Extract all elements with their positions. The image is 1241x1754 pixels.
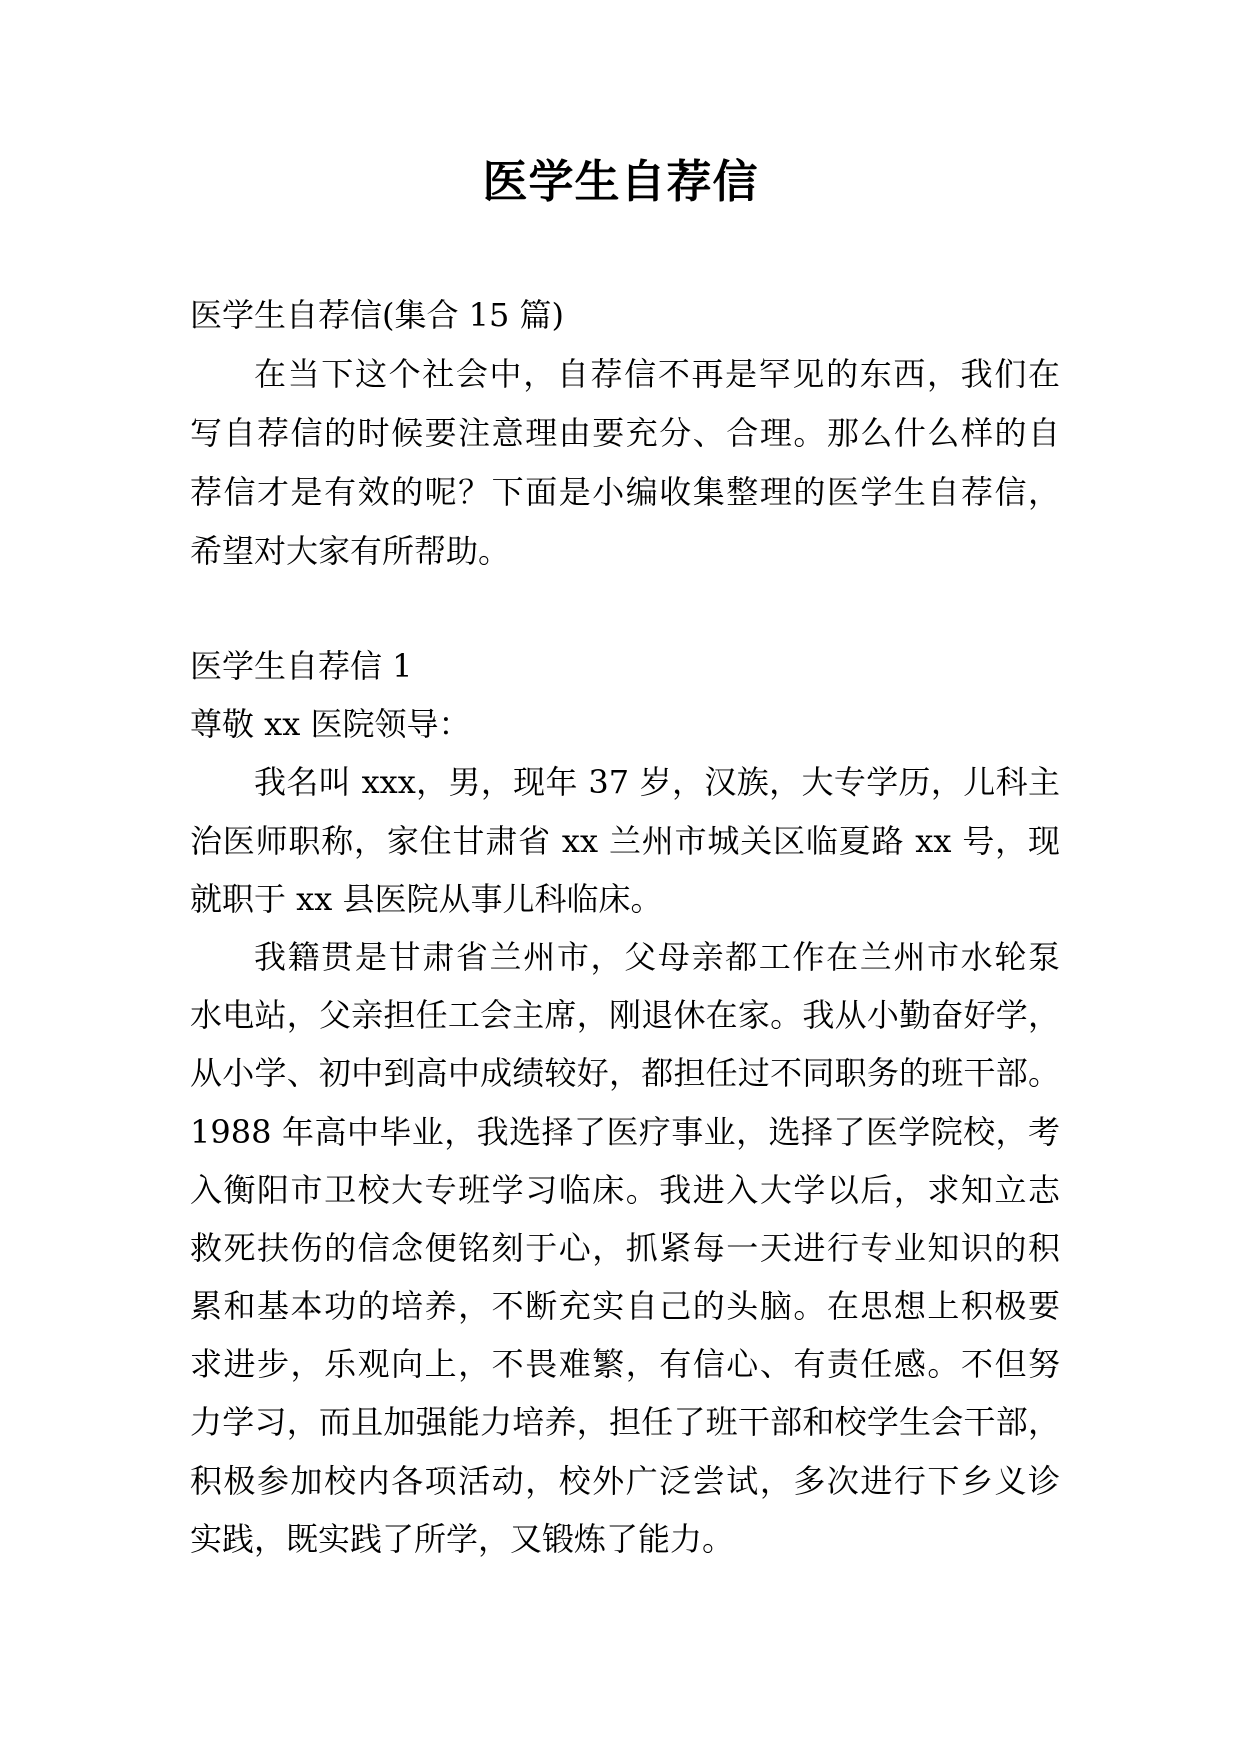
collection-subtitle: 医学生自荐信(集合 15 篇)	[190, 296, 565, 334]
letter-paragraph	[190, 753, 1060, 928]
letter-line: 救死扶伤的信念便铭刻于心，抓紧每一天进行专业知识的积	[190, 1228, 1060, 1267]
letter-section	[190, 637, 1060, 1568]
letter-line: 入衡阳市卫校大专班学习临床。我进入大学以后，求知立志	[190, 1170, 1060, 1209]
letter-line: 治医师职称，家住甘肃省 xx 兰州市城关区临夏路 xx 号，现	[190, 821, 1060, 860]
intro-line: 希望对大家有所帮助。	[190, 532, 511, 570]
letter-heading: 医学生自荐信 1	[190, 647, 413, 685]
letter-line: 实践，既实践了所学，又锻炼了能力。	[190, 1519, 735, 1558]
intro-paragraph	[190, 345, 1060, 581]
letter-line: 力学习，而且加强能力培养，担任了班干部和校学生会干部，	[190, 1403, 1060, 1442]
letter-line: 求进步，乐观向上，不畏难繁，有信心、有责任感。不但努	[190, 1345, 1060, 1384]
intro-line: 荐信才是有效的呢？下面是小编收集整理的医学生自荐信，	[190, 473, 1060, 511]
letter-line: 积极参加校内各项活动，校外广泛尝试，多次进行下乡义诊	[190, 1461, 1060, 1500]
page-title: 医学生自荐信	[482, 155, 759, 208]
letter-line: 我名叫 xxx，男，现年 37 岁，汉族，大专学历，儿科主	[254, 763, 1060, 802]
salutation: 尊敬 xx 医院领导：	[190, 705, 471, 744]
letter-line: 从小学、初中到高中成绩较好，都担任过不同职务的班干部。	[190, 1054, 1060, 1093]
intro-section	[190, 286, 1060, 581]
letter-line: 就职于 xx 县医院从事儿科临床。	[190, 879, 663, 918]
intro-line: 在当下这个社会中，自荐信不再是罕见的东西，我们在	[254, 355, 1060, 393]
letter-paragraph	[190, 928, 1060, 1568]
letter-line: 1988 年高中毕业，我选择了医疗事业，选择了医学院校，考	[190, 1112, 1060, 1151]
letter-line: 水电站，父亲担任工会主席，刚退休在家。我从小勤奋好学，	[190, 996, 1060, 1035]
intro-line: 写自荐信的时候要注意理由要充分、合理。那么什么样的自	[190, 414, 1060, 452]
letter-line: 累和基本功的培养，不断充实自己的头脑。在思想上积极要	[190, 1287, 1060, 1326]
letter-line: 我籍贯是甘肃省兰州市，父母亲都工作在兰州市水轮泵	[254, 937, 1060, 976]
